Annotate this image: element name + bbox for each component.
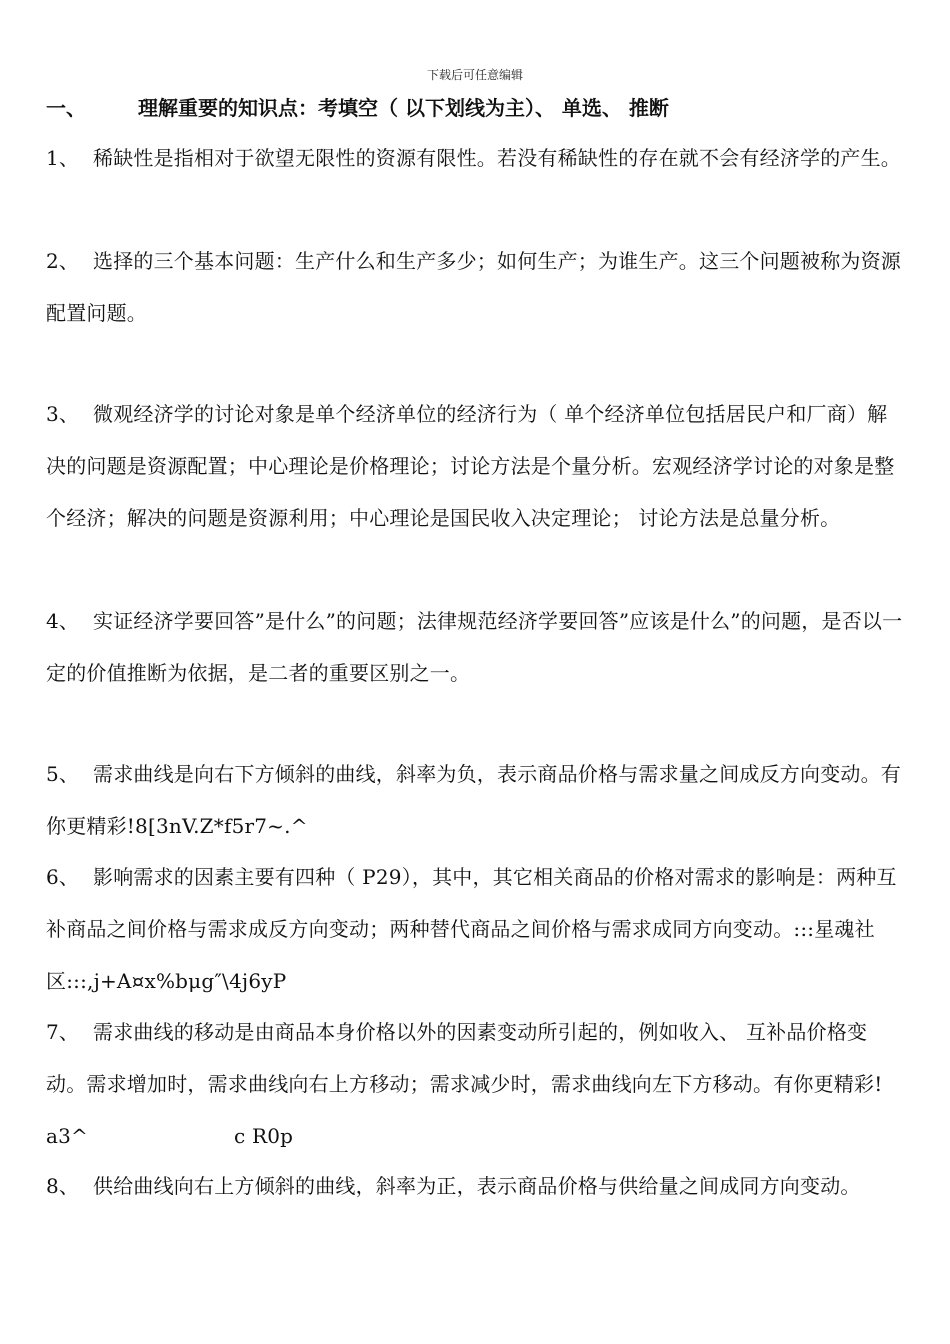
item-number: 1、	[46, 146, 80, 170]
header-note: 下载后可任意编辑	[426, 68, 523, 82]
list-item	[46, 595, 906, 699]
item-number: 8、	[46, 1174, 80, 1198]
item-number: 4、	[46, 609, 80, 633]
item-number: 3、	[46, 402, 80, 426]
item-text: 实证经济学要回答”是什么”的问题；法律规范经济学要回答”应该是什么”的问题，是否以一定的价值推断为依据，是二者的重要区别之一。	[46, 609, 903, 685]
section-number: 一、	[46, 96, 86, 120]
list-item	[46, 132, 906, 184]
list-item	[46, 235, 906, 339]
list-item	[46, 748, 906, 852]
list-item	[46, 1006, 906, 1162]
item-tail-text: c R0p	[234, 1124, 294, 1148]
item-number: 5、	[46, 762, 80, 786]
item-text: 需求曲线是向右下方倾斜的曲线，斜率为负，表示商品价格与需求量之间成反方向变动。有你更精彩!8[3nV.Z*f5r7~.^	[46, 762, 901, 838]
item-number: 2、	[46, 249, 80, 273]
section-heading	[46, 92, 926, 121]
item-number: 6、	[46, 865, 80, 889]
item-text: 选择的三个基本问题：生产什么和生产多少；如何生产；为谁生产。这三个问题被称为资源配置问题。	[46, 249, 901, 325]
item-text: 影响需求的因素主要有四种（ P29），其中，其它相关商品的价格对需求的影响是：两种互补商品之间价格与需求成反方向变动；两种替代商品之间价格与需求成同方向变动。:::星魂社区:::,j+A¤x%bμg″\4j6yP	[46, 865, 897, 993]
item-text: 需求曲线的移动是由商品本身价格以外的因素变动所引起的，例如收入、 互补品价格变动。需求增加时，需求曲线向右上方移动；需求减少时，需求曲线向左下方移动。有你更精彩! a3^	[46, 1020, 883, 1148]
list-item	[46, 851, 906, 1007]
item-number: 7、	[46, 1020, 80, 1044]
item-text: 微观经济学的讨论对象是单个经济单位的经济行为（ 单个经济单位包括居民户和厂商）解决的问题是资源配置；中心理论是价格理论；讨论方法是个量分析。宏观经济学讨论的对象是整个经济；解决的问题是资源利用；中心理论是国民收入决定理论； 讨论方法是总量分析。	[46, 402, 895, 530]
item-text: 稀缺性是指相对于欲望无限性的资源有限性。若没有稀缺性的存在就不会有经济学的产生。	[93, 146, 901, 170]
list-item	[46, 388, 906, 544]
item-text: 供给曲线向右上方倾斜的曲线，斜率为正，表示商品价格与供给量之间成同方向变动。	[93, 1174, 861, 1198]
section-title: 理解重要的知识点：考填空（ 以下划线为主）、 单选、 推断	[138, 96, 669, 120]
list-item	[46, 1160, 906, 1212]
